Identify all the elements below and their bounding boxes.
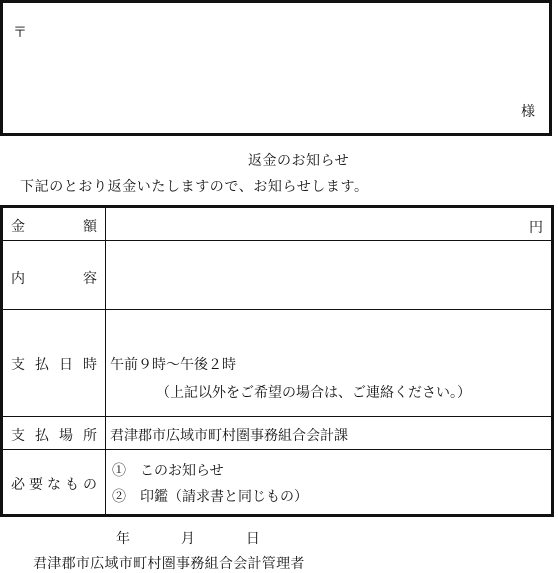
label-char: の — [83, 477, 97, 493]
value-required-items — [106, 450, 551, 514]
row-required-items — [3, 450, 551, 514]
label-char: 所 — [83, 428, 97, 444]
issuer-name: 君津郡市広域市町村圏事務組合会計管理者 — [33, 556, 305, 572]
label-payment-time — [3, 310, 106, 416]
notice-title: 返金のお知らせ — [248, 153, 350, 169]
label-char: 日 — [59, 357, 73, 373]
label-char: 額 — [83, 219, 97, 235]
label-char: 必 — [11, 477, 25, 493]
label-char: 時 — [83, 357, 97, 373]
label-char: 場 — [59, 428, 73, 444]
row-payment-place — [3, 417, 551, 450]
label-amount — [3, 208, 106, 240]
row-content — [3, 241, 551, 310]
value-payment-place — [106, 417, 551, 449]
label-char: 支 — [11, 428, 25, 444]
honorific-sama: 様 — [521, 104, 535, 120]
date-line — [116, 528, 260, 548]
info-table — [0, 205, 554, 517]
intro-text: 下記のとおり返金いたしますので、お知らせします。 — [20, 179, 369, 195]
label-char: 金 — [11, 219, 25, 235]
required-item-1: ① このお知らせ — [112, 463, 224, 479]
label-char: 払 — [35, 357, 49, 373]
row-amount — [3, 208, 551, 241]
label-char: も — [65, 477, 79, 493]
payment-hours: 午前９時～午後２時 — [110, 357, 236, 373]
label-char: 払 — [35, 428, 49, 444]
row-payment-time — [3, 310, 551, 417]
label-char: 要 — [29, 477, 43, 493]
label-char: 内 — [11, 271, 25, 287]
value-amount — [106, 208, 551, 240]
yen-unit: 円 — [529, 220, 543, 236]
label-content — [3, 241, 106, 309]
label-char: な — [47, 477, 61, 493]
address-box — [0, 0, 552, 136]
label-required-items — [3, 450, 106, 514]
value-content — [106, 241, 551, 309]
value-payment-time — [106, 310, 551, 416]
date-year: 年 — [116, 531, 130, 547]
label-char: 支 — [11, 357, 25, 373]
payment-place-text: 君津郡市広域市町村圏事務組合会計課 — [110, 428, 348, 444]
date-month: 月 — [180, 531, 195, 547]
date-day: 日 — [245, 531, 260, 547]
label-payment-place — [3, 417, 106, 449]
required-item-2: ② 印鑑（請求書と同じもの） — [112, 489, 308, 505]
postal-mark: 〒 — [13, 25, 27, 41]
payment-time-note: （上記以外をご希望の場合は、ご連絡ください。） — [156, 385, 471, 401]
label-char: 容 — [83, 271, 97, 287]
